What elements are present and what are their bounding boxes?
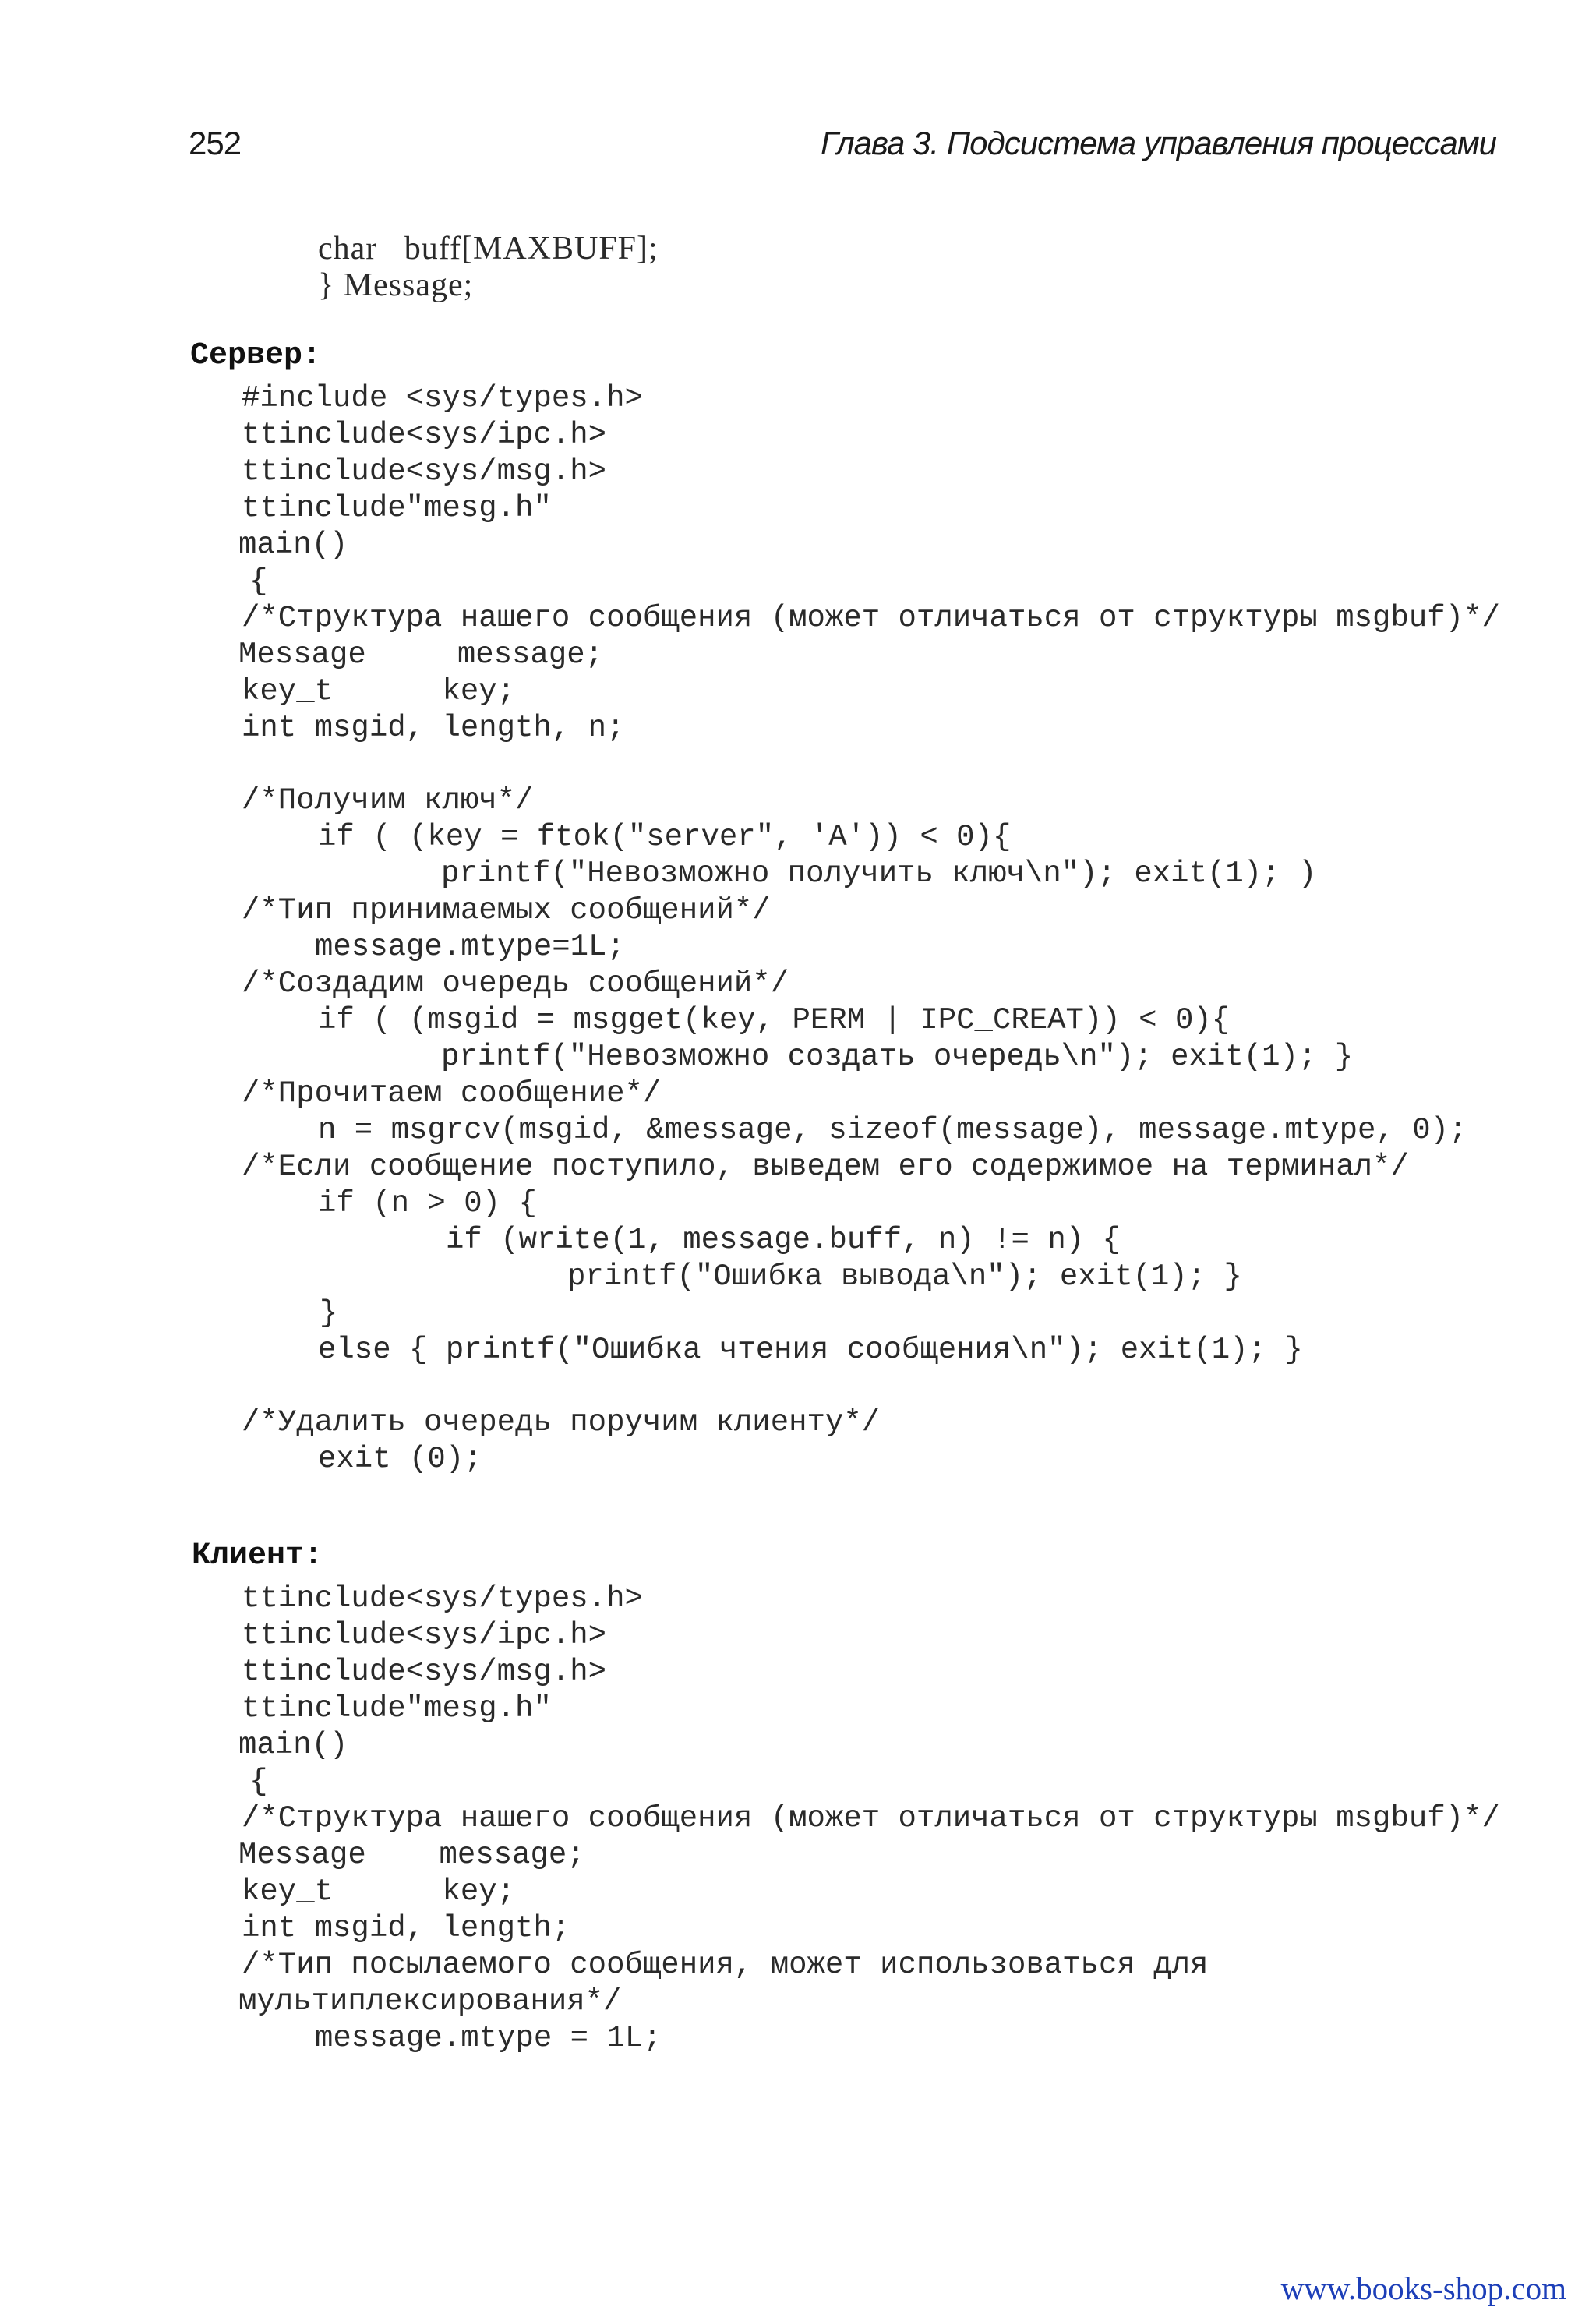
code-line: /*Если сообщение поступило, выведем его содержимое на терминал*/ [242,1150,1409,1184]
code-line: exit (0); [318,1442,482,1476]
code-line: ttinclude<sys/msg.h> [242,454,607,489]
code-line: { [249,564,268,599]
code-line: /*Удалить очередь поручим клиенту*/ [242,1405,881,1440]
code-line: key_t key; [242,674,516,708]
page-number: 252 [189,125,242,161]
code-line: key_t key; [242,1874,516,1909]
code-line: мультиплексирования*/ [238,1984,622,2019]
code-line: ttinclude<sys/types.h> [242,1581,643,1616]
code-line: /*Тип принимаемых сообщений*/ [242,893,771,927]
code-line: /*Структура нашего сообщения (может отличаться от структуры msgbuf)*/ [242,1801,1500,1835]
code-line: if (n > 0) { [318,1186,537,1221]
code-line: else { printf("Ошибка чтения сообщения\n"); exit(1); } [318,1333,1303,1367]
code-line: /*Структура нашего сообщения (может отличаться от структуры msgbuf)*/ [242,601,1500,635]
running-head: Глава 3. Подсистема управления процессами [820,125,1496,161]
code-line: printf("Невозможно получить ключ\n"); exit(1); ) [441,857,1317,891]
code-line: message.mtype=1L; [315,930,625,964]
code-line: } [320,1296,338,1330]
code-line: ttinclude"mesg.h" [242,491,552,525]
code-line: if (write(1, message.buff, n) != n) { [446,1223,1121,1257]
code-line: Message message; [238,1838,585,1872]
code-line: /*Получим ключ*/ [242,783,534,818]
code-line: n = msgrcv(msgid, &message, sizeof(message), message.mtype, 0); [318,1113,1467,1147]
code-line: int msgid, length; [242,1911,570,1945]
code-line: main() [238,1728,348,1762]
code-line: if ( (msgid = msgget(key, PERM | IPC_CREAT)) < 0){ [318,1003,1231,1037]
code-line: /*Тип посылаемого сообщения, может использоваться для [242,1948,1209,1982]
code-line: /*Создадим очередь сообщений*/ [242,966,789,1001]
code-line: Message message; [238,638,604,672]
code-line: ttinclude<sys/msg.h> [242,1655,607,1689]
code-line: /*Прочитаем сообщение*/ [242,1076,662,1111]
code-line: message.mtype = 1L; [315,2021,662,2055]
server-heading: Сервер: [190,338,322,373]
code-line: printf("Невозможно создать очередь\n"); exit(1); } [441,1040,1354,1074]
client-heading: Клиент: [192,1539,323,1574]
code-line: char buff[MAXBUFF]; [318,231,659,267]
code-line: ttinclude"mesg.h" [242,1691,552,1726]
code-line: int msgid, length, n; [242,711,625,745]
code-line: printf("Ошибка вывода\n"); exit(1); } [567,1259,1242,1294]
code-line: ttinclude<sys/ipc.h> [242,418,607,452]
code-line: main() [238,528,348,562]
code-line: #include <sys/types.h> [242,381,643,415]
footer-link[interactable]: www.books-shop.com [1280,2270,1566,2306]
code-line: { [249,1765,268,1799]
code-line: ttinclude<sys/ipc.h> [242,1618,607,1652]
code-line: if ( (key = ftok("server", 'A')) < 0){ [318,820,1012,854]
code-line: } Message; [318,267,474,303]
